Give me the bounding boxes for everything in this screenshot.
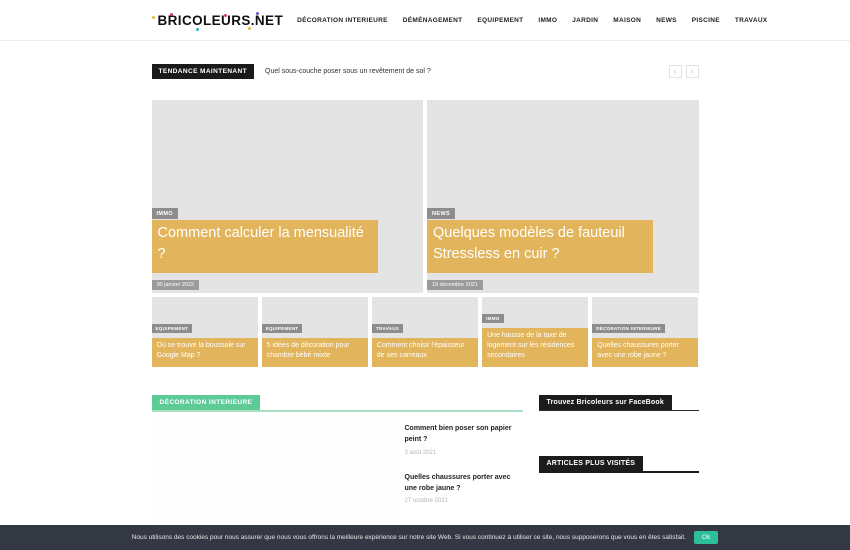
featured-article-title[interactable]: Comment calculer la mensualité ? bbox=[152, 220, 378, 274]
featured-overlay bbox=[427, 202, 653, 292]
article-card[interactable] bbox=[592, 297, 698, 367]
small-cards-row bbox=[152, 297, 699, 367]
nav-item-jardin[interactable]: JARDIN bbox=[572, 16, 599, 24]
article-title[interactable]: Une hausse de la taxe de logement sur les résidences secondaires bbox=[482, 328, 588, 367]
article-date: 19 décembre 2021 bbox=[427, 280, 483, 290]
nav-item-decoration-interieure[interactable]: DÉCORATION INTERIEURE bbox=[297, 16, 388, 24]
article-title[interactable]: Comment choisir l'épaisseur de ses carreaux bbox=[372, 338, 478, 367]
article-date: 30 janvier 2022 bbox=[152, 280, 200, 290]
prev-arrow-icon[interactable]: ‹ bbox=[669, 65, 682, 78]
cookie-ok-button[interactable]: Ok bbox=[694, 531, 718, 544]
section-title-decoration[interactable]: DÉCORATION INTERIEURE bbox=[152, 395, 261, 410]
main-nav bbox=[297, 17, 767, 24]
next-arrow-icon[interactable]: › bbox=[686, 65, 699, 78]
nav-item-equipement[interactable]: EQUIPEMENT bbox=[477, 16, 524, 24]
article-date: 27 octobre 2021 bbox=[404, 498, 448, 505]
article-title[interactable]: Quelles chaussures porter avec une robe jaune ? bbox=[592, 338, 698, 367]
trending-headline-link[interactable]: Quel sous-couche poser sous un revêtement de sol ? bbox=[265, 68, 431, 75]
nav-item-immo[interactable]: IMMO bbox=[538, 16, 558, 24]
trending-bar bbox=[152, 64, 699, 79]
article-card[interactable] bbox=[152, 297, 258, 367]
list-item bbox=[405, 473, 523, 505]
trending-arrows bbox=[669, 65, 699, 78]
cookie-message: Nous utilisons des cookies pour nous assurer que nous vous offrons la meilleure expérience sur notre site Web. Si vous continuez à utiliser ce site, nous supposerons que vous en êtes satisfait. bbox=[131, 534, 687, 541]
featured-article-card[interactable] bbox=[427, 100, 699, 293]
article-date: 3 août 2021 bbox=[404, 449, 437, 456]
card-overlay bbox=[592, 320, 698, 367]
trending-label: TENDANCE MAINTENANT bbox=[152, 64, 255, 79]
featured-overlay bbox=[152, 202, 378, 292]
category-badge[interactable]: NEWS bbox=[427, 208, 455, 219]
article-thumbnail-placeholder[interactable] bbox=[152, 414, 397, 532]
list-item bbox=[405, 424, 523, 456]
category-badge[interactable]: IMMO bbox=[152, 208, 179, 219]
popular-articles-title: ARTICLES PLUS VISITÉS bbox=[539, 456, 644, 471]
featured-article-title[interactable]: Quelques modèles de fauteuil Stressless en cuir ? bbox=[427, 220, 653, 274]
article-list bbox=[405, 414, 523, 532]
category-badge[interactable]: IMMO bbox=[482, 314, 503, 323]
card-overlay bbox=[482, 310, 588, 367]
category-badge[interactable]: EQUIPEMENT bbox=[262, 324, 303, 333]
facebook-widget-header bbox=[539, 391, 699, 411]
article-card[interactable] bbox=[482, 297, 588, 367]
card-overlay bbox=[262, 320, 368, 367]
facebook-widget-title: Trouvez Bricoleurs sur FaceBook bbox=[539, 395, 672, 410]
decoration-section bbox=[152, 391, 523, 532]
card-overlay bbox=[152, 320, 258, 367]
nav-item-maison[interactable]: MAISON bbox=[613, 16, 642, 24]
nav-item-piscine[interactable]: PISCINE bbox=[691, 16, 720, 24]
nav-item-news[interactable]: NEWS bbox=[656, 16, 677, 24]
lower-section bbox=[152, 391, 699, 532]
site-logo[interactable]: BRICOLEURS.NET bbox=[152, 13, 284, 28]
article-title[interactable]: Comment bien poser son papier peint ? bbox=[404, 425, 512, 443]
section-header bbox=[152, 391, 523, 412]
article-title[interactable]: Quelles chaussures porter avec une robe jaune ? bbox=[404, 473, 511, 492]
nav-item-demenagement[interactable]: DÉMÉNAGEMENT bbox=[402, 16, 463, 24]
category-badge[interactable]: EQUIPEMENT bbox=[152, 324, 193, 333]
sidebar bbox=[539, 391, 699, 532]
cookie-consent-bar bbox=[0, 525, 850, 550]
article-card[interactable] bbox=[262, 297, 368, 367]
featured-article-card[interactable] bbox=[152, 100, 424, 293]
nav-item-travaux[interactable]: TRAVAUX bbox=[734, 16, 768, 24]
category-badge[interactable]: DÉCORATION INTERIEURE bbox=[592, 324, 665, 333]
popular-articles-header bbox=[539, 452, 699, 473]
site-header bbox=[0, 0, 850, 41]
category-badge[interactable]: TRAVAUX bbox=[372, 324, 403, 333]
article-card[interactable] bbox=[372, 297, 478, 367]
article-title[interactable]: 5 idées de décoration pour chambre bébé mixte bbox=[262, 338, 368, 367]
featured-grid bbox=[152, 100, 699, 293]
card-overlay bbox=[372, 320, 478, 367]
article-title[interactable]: Où se trouve la boussole sur Google Map ? bbox=[152, 338, 258, 367]
facebook-widget-placeholder bbox=[539, 411, 699, 452]
